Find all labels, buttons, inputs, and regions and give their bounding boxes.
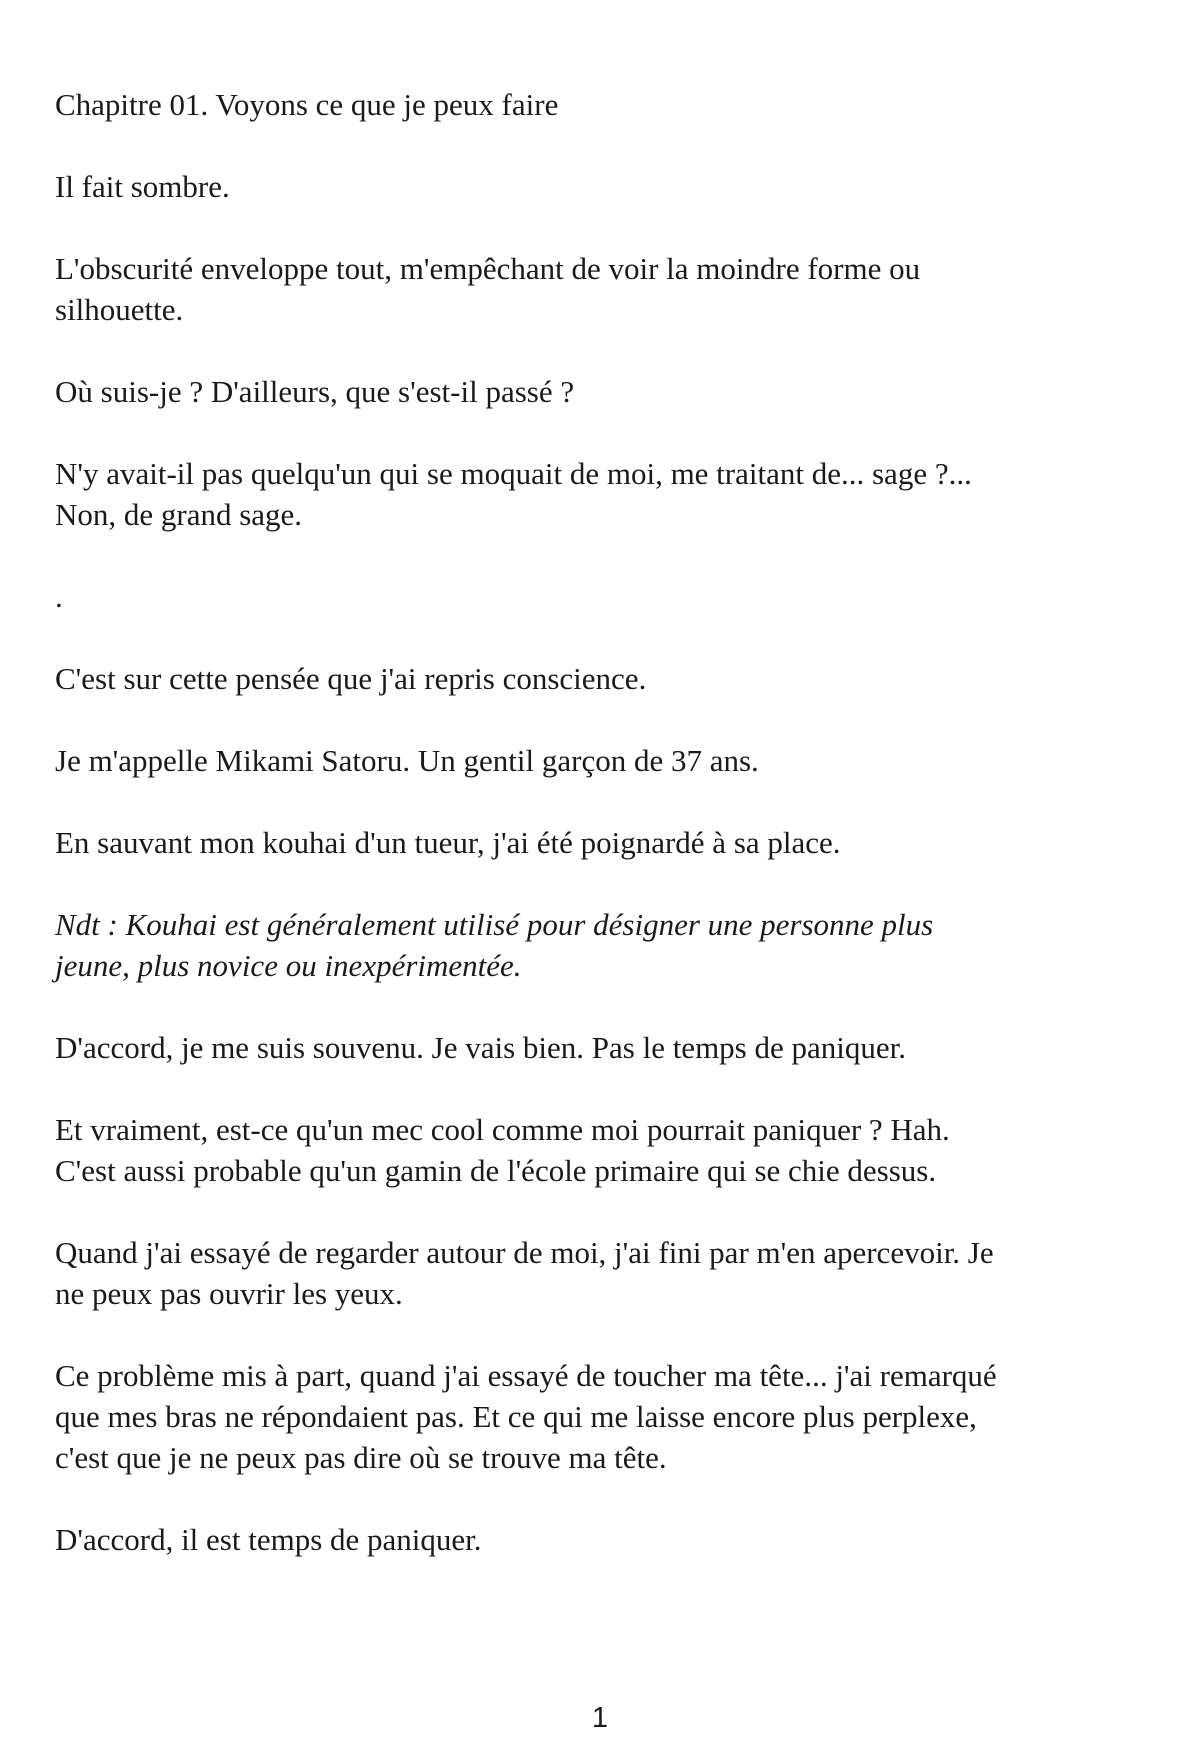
paragraph: Où suis-je ? D'ailleurs, que s'est-il passé ? [55, 374, 575, 409]
paragraph: C'est sur cette pensée que j'ai repris conscience. [55, 661, 647, 696]
paragraph: Il fait sombre. [55, 169, 230, 204]
page-number: 1 [591, 1702, 609, 1734]
paragraph: . [55, 579, 63, 614]
paragraph: L'obscurité enveloppe tout, m'empêchant de voir la moindre forme ou silhouette. [55, 251, 921, 327]
paragraph: Ce problème mis à part, quand j'ai essayé de toucher ma tête... j'ai remarqué que mes bras ne répondaient pas. Et ce qui me laisse encore plus perplexe, c'est que je ne peux pas dire où se trouve ma tête. [55, 1358, 997, 1475]
paragraph: D'accord, je me suis souvenu. Je vais bien. Pas le temps de paniquer. [55, 1030, 907, 1065]
paragraph: En sauvant mon kouhai d'un tueur, j'ai été poignardé à sa place. [55, 825, 841, 860]
paragraph: N'y avait-il pas quelqu'un qui se moquait de moi, me traitant de... sage ?... Non, de grand sage. [55, 456, 972, 532]
paragraph: D'accord, il est temps de paniquer. [55, 1522, 482, 1557]
translator-note: Ndt : Kouhai est généralement utilisé pour désigner une personne plus jeune, plus novice ou inexpérimentée. [55, 907, 934, 983]
chapter-title: Chapitre 01. Voyons ce que je peux faire [55, 87, 559, 122]
paragraph: Je m'appelle Mikami Satoru. Un gentil garçon de 37 ans. [55, 743, 759, 778]
paragraph: Et vraiment, est-ce qu'un mec cool comme moi pourrait paniquer ? Hah. C'est aussi probable qu'un gamin de l'école primaire qui se chie dessus. [55, 1112, 950, 1188]
document-body [55, 84, 1155, 1601]
paragraph: Quand j'ai essayé de regarder autour de moi, j'ai fini par m'en apercevoir. Je ne peux pas ouvrir les yeux. [55, 1235, 994, 1311]
